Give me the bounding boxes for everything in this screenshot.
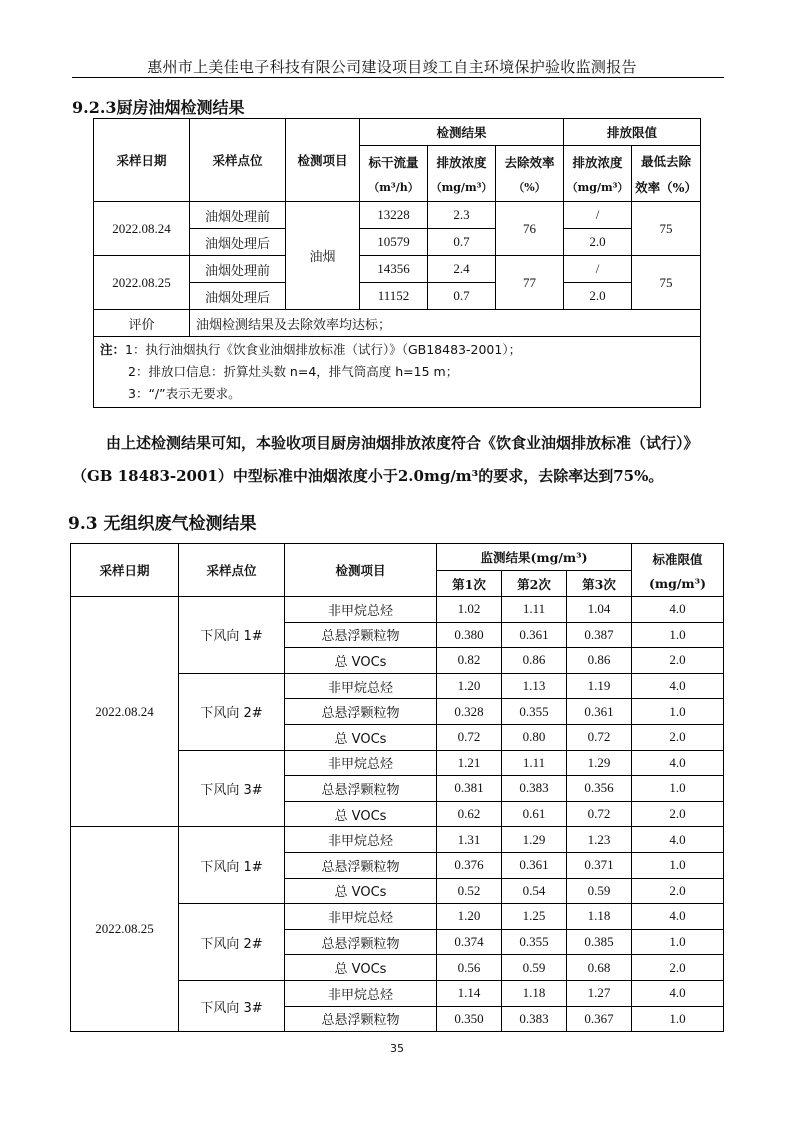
result-run-3: 1.27 xyxy=(567,980,632,1006)
standard-limit: 4.0 xyxy=(632,827,724,853)
result-run-2: 0.361 xyxy=(502,852,567,878)
result-run-2: 1.25 xyxy=(502,904,567,930)
sample-date: 2022.08.24 xyxy=(71,597,179,827)
standard-limit: 2.0 xyxy=(632,878,724,904)
result-run-1: 1.20 xyxy=(437,673,502,699)
fugitive-gas-table xyxy=(70,543,724,1032)
limit-concentration: 2.0 xyxy=(564,283,632,310)
test-item: 总悬浮颗粒物 xyxy=(285,852,437,878)
min-removal-efficiency: 75 xyxy=(632,256,701,310)
header-limits-group: 排放限值 xyxy=(564,119,701,146)
header-limit-conc-unit: （mg/m³） xyxy=(566,180,629,194)
header-eff-label: 去除效率 xyxy=(504,154,555,170)
test-item: 总悬浮颗粒物 xyxy=(285,776,437,802)
header-flow-unit: （m³/h） xyxy=(368,180,419,194)
header-results-group: 检测结果 xyxy=(360,119,564,146)
result-run-1: 0.56 xyxy=(437,955,502,981)
result-run-2: 1.11 xyxy=(502,750,567,776)
test-item: 非甲烷总烃 xyxy=(285,980,437,1006)
header-item: 检测项目 xyxy=(286,119,360,202)
result-run-1: 0.376 xyxy=(437,852,502,878)
test-item: 非甲烷总烃 xyxy=(285,673,437,699)
standard-limit: 1.0 xyxy=(632,1006,724,1032)
header-date: 采样日期 xyxy=(71,544,179,597)
result-run-1: 0.380 xyxy=(437,622,502,648)
header-site: 采样点位 xyxy=(179,544,285,597)
min-removal-efficiency: 75 xyxy=(632,202,701,256)
result-run-1: 0.62 xyxy=(437,801,502,827)
result-run-3: 0.385 xyxy=(567,929,632,955)
result-run-2: 0.61 xyxy=(502,801,567,827)
result-run-1: 0.374 xyxy=(437,929,502,955)
standard-limit: 2.0 xyxy=(632,801,724,827)
sample-site: 下风向 1# xyxy=(179,827,285,904)
notes-cell xyxy=(94,337,701,408)
concentration-value: 2.4 xyxy=(428,256,496,283)
result-run-2: 1.18 xyxy=(502,980,567,1006)
result-run-3: 1.19 xyxy=(567,673,632,699)
evaluation-label: 评价 xyxy=(94,310,190,337)
table-row xyxy=(71,597,724,623)
removal-efficiency: 77 xyxy=(496,256,564,310)
note-line-2: 2：排放口信息：折算灶头数 n=4，排气筒高度 h=15 m； xyxy=(128,364,459,379)
standard-limit: 4.0 xyxy=(632,750,724,776)
result-run-3: 0.72 xyxy=(567,724,632,750)
sample-site: 油烟处理后 xyxy=(190,229,286,256)
result-run-3: 0.59 xyxy=(567,878,632,904)
notes-label: 注： xyxy=(100,342,126,357)
standard-limit: 2.0 xyxy=(632,648,724,674)
sample-date: 2022.08.25 xyxy=(94,256,190,310)
header-limit-eff xyxy=(632,146,701,202)
header-limit-label: 标准限值 xyxy=(652,551,703,567)
sample-date: 2022.08.24 xyxy=(94,202,190,256)
limit-concentration: / xyxy=(564,256,632,283)
header-item: 检测项目 xyxy=(285,544,437,597)
result-run-3: 0.387 xyxy=(567,622,632,648)
sample-site: 油烟处理后 xyxy=(190,283,286,310)
standard-limit: 1.0 xyxy=(632,852,724,878)
result-run-1: 0.82 xyxy=(437,648,502,674)
header-conc-label: 排放浓度 xyxy=(436,154,487,170)
sample-site: 下风向 2# xyxy=(179,673,285,750)
limit-concentration: 2.0 xyxy=(564,229,632,256)
result-run-3: 1.04 xyxy=(567,597,632,623)
result-run-2: 1.13 xyxy=(502,673,567,699)
flow-value: 13228 xyxy=(360,202,428,229)
flow-value: 11152 xyxy=(360,283,428,310)
sample-site: 油烟处理前 xyxy=(190,256,286,283)
result-run-2: 1.29 xyxy=(502,827,567,853)
test-item: 非甲烷总烃 xyxy=(285,904,437,930)
header-eff xyxy=(496,146,564,202)
result-run-2: 0.86 xyxy=(502,648,567,674)
result-run-2: 0.355 xyxy=(502,699,567,725)
sample-site: 下风向 3# xyxy=(179,980,285,1031)
test-item: 总悬浮颗粒物 xyxy=(285,699,437,725)
test-item: 总悬浮颗粒物 xyxy=(285,622,437,648)
standard-limit: 2.0 xyxy=(632,724,724,750)
header-date: 采样日期 xyxy=(94,119,190,202)
standard-limit: 2.0 xyxy=(632,955,724,981)
table-row xyxy=(71,827,724,853)
header-flow-label: 标干流量 xyxy=(368,154,419,170)
evaluation-text: 油烟检测结果及去除效率均达标； xyxy=(190,310,701,337)
header-conc-unit: （mg/m³） xyxy=(430,180,493,194)
header-flow xyxy=(360,146,428,202)
limit-concentration: / xyxy=(564,202,632,229)
standard-limit: 4.0 xyxy=(632,904,724,930)
flow-value: 14356 xyxy=(360,256,428,283)
standard-limit: 1.0 xyxy=(632,699,724,725)
section-heading-oil-fume: 9.2.3厨房油烟检测结果 xyxy=(72,98,245,117)
table-row xyxy=(94,202,701,229)
test-item: 总 VOCs xyxy=(285,648,437,674)
conclusion-line-2: （GB 18483-2001）中型标准中油烟浓度小于2.0mg/m³的要求，去除率达到75%。 xyxy=(72,467,664,485)
flow-value: 10579 xyxy=(360,229,428,256)
header-site: 采样点位 xyxy=(190,119,286,202)
result-run-3: 0.86 xyxy=(567,648,632,674)
conclusion-line-1: 由上述检测结果可知，本验收项目厨房油烟排放浓度符合《饮食业油烟排放标准（试行）》 xyxy=(106,434,699,452)
result-run-1: 0.52 xyxy=(437,878,502,904)
test-item: 总 VOCs xyxy=(285,878,437,904)
note-line-3: 3：“/”表示无要求。 xyxy=(128,386,241,401)
standard-limit: 1.0 xyxy=(632,622,724,648)
note-text-1: 1：执行油烟执行《饮食业油烟排放标准（试行）》（GB18483-2001）； xyxy=(125,342,522,357)
result-run-1: 1.31 xyxy=(437,827,502,853)
concentration-value: 0.7 xyxy=(428,229,496,256)
standard-limit: 1.0 xyxy=(632,776,724,802)
header-run-2: 第2次 xyxy=(502,571,567,597)
header-limit-conc xyxy=(564,146,632,202)
result-run-3: 1.23 xyxy=(567,827,632,853)
oil-fume-table xyxy=(93,118,701,408)
result-run-3: 1.18 xyxy=(567,904,632,930)
removal-efficiency: 76 xyxy=(496,202,564,256)
result-run-1: 0.328 xyxy=(437,699,502,725)
header-divider xyxy=(72,77,724,78)
test-item: 非甲烷总烃 xyxy=(285,597,437,623)
header-limit-conc-label: 排放浓度 xyxy=(572,154,623,170)
result-run-3: 0.371 xyxy=(567,852,632,878)
result-run-1: 0.381 xyxy=(437,776,502,802)
header-results-group: 监测结果(mg/m³) xyxy=(437,544,632,571)
table-row xyxy=(94,256,701,283)
result-run-3: 0.367 xyxy=(567,1006,632,1032)
result-run-3: 0.361 xyxy=(567,699,632,725)
test-item: 总 VOCs xyxy=(285,801,437,827)
result-run-2: 0.54 xyxy=(502,878,567,904)
sample-site: 下风向 1# xyxy=(179,597,285,674)
header-limit-unit: (mg/m³) xyxy=(648,575,707,591)
standard-limit: 4.0 xyxy=(632,980,724,1006)
note-line-1 xyxy=(100,339,694,361)
result-run-3: 1.29 xyxy=(567,750,632,776)
test-item: 非甲烷总烃 xyxy=(285,827,437,853)
test-item: 油烟 xyxy=(286,202,360,310)
sample-date: 2022.08.25 xyxy=(71,827,179,1032)
header-limit xyxy=(632,544,724,597)
result-run-2: 0.383 xyxy=(502,1006,567,1032)
result-run-2: 1.11 xyxy=(502,597,567,623)
sample-site: 油烟处理前 xyxy=(190,202,286,229)
result-run-1: 1.02 xyxy=(437,597,502,623)
concentration-value: 0.7 xyxy=(428,283,496,310)
result-run-1: 1.14 xyxy=(437,980,502,1006)
header-eff-unit: （%） xyxy=(513,180,546,194)
document-header: 惠州市上美佳电子科技有限公司建设项目竣工自主环境保护验收监测报告 xyxy=(147,58,637,76)
header-run-3: 第3次 xyxy=(567,571,632,597)
test-item: 总 VOCs xyxy=(285,955,437,981)
result-run-1: 0.350 xyxy=(437,1006,502,1032)
standard-limit: 4.0 xyxy=(632,673,724,699)
sample-site: 下风向 2# xyxy=(179,904,285,981)
header-limit-eff-unit: 效率（%） xyxy=(635,179,697,195)
test-item: 非甲烷总烃 xyxy=(285,750,437,776)
result-run-2: 0.80 xyxy=(502,724,567,750)
sample-site: 下风向 3# xyxy=(179,750,285,827)
test-item: 总悬浮颗粒物 xyxy=(285,929,437,955)
page-number: 35 xyxy=(390,1042,404,1055)
result-run-1: 1.21 xyxy=(437,750,502,776)
header-run-1: 第1次 xyxy=(437,571,502,597)
result-run-2: 0.383 xyxy=(502,776,567,802)
result-run-2: 0.355 xyxy=(502,929,567,955)
result-run-1: 0.72 xyxy=(437,724,502,750)
standard-limit: 1.0 xyxy=(632,929,724,955)
result-run-1: 1.20 xyxy=(437,904,502,930)
result-run-3: 0.356 xyxy=(567,776,632,802)
standard-limit: 4.0 xyxy=(632,597,724,623)
header-conc xyxy=(428,146,496,202)
header-limit-eff-label: 最低去除 xyxy=(641,153,692,169)
result-run-2: 0.361 xyxy=(502,622,567,648)
concentration-value: 2.3 xyxy=(428,202,496,229)
result-run-3: 0.72 xyxy=(567,801,632,827)
test-item: 总 VOCs xyxy=(285,724,437,750)
section-heading-fugitive: 9.3 无组织废气检测结果 xyxy=(68,514,257,534)
test-item: 总悬浮颗粒物 xyxy=(285,1006,437,1032)
result-run-2: 0.59 xyxy=(502,955,567,981)
result-run-3: 0.68 xyxy=(567,955,632,981)
